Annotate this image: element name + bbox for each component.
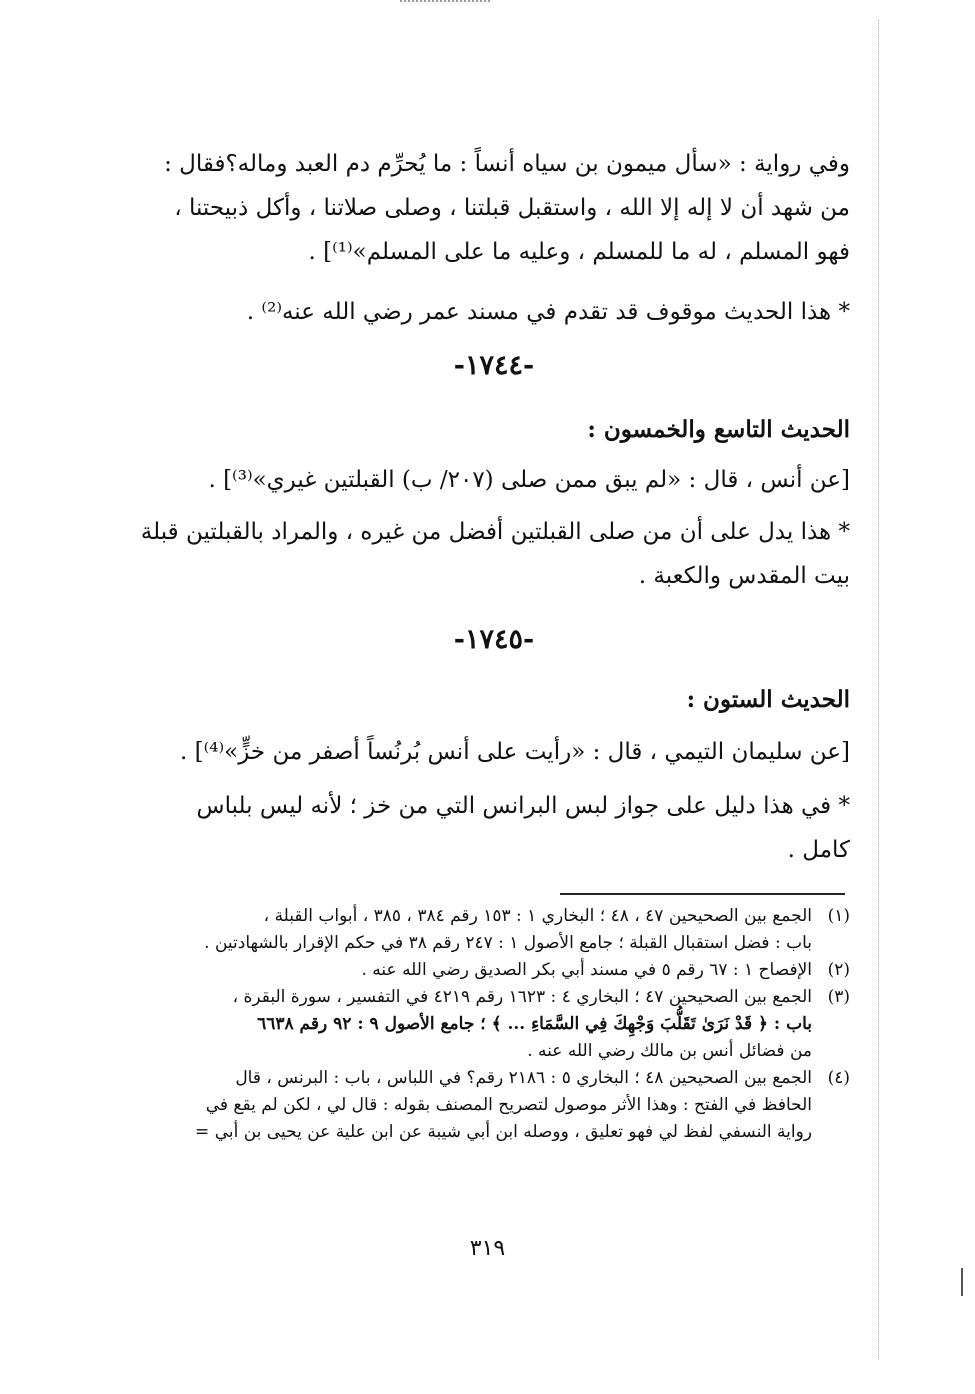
hadith-60 — [138, 678, 850, 872]
footnote-line: الجمع بين الصحيحين ٤٧ ، ٤٨ ؛ البخاري ١ : ١٥٣ رقم ٣٨٤ ، ٣٨٥ ، أبواب القبلة ، — [263, 906, 812, 926]
footnote-2 — [136, 957, 850, 984]
footnote-4 — [136, 1065, 850, 1146]
comment-line: * هذا يدل على أن من صلى القبلتين أفضل من غيره ، والمراد بالقبلتين قبلة — [140, 519, 850, 545]
page-number: ٣١٩ — [469, 1236, 506, 1261]
footnote-line: من فضائل أنس بن مالك رضي الله عنه . — [527, 1041, 812, 1061]
edge-mark — [961, 1268, 963, 1296]
footnote-line: باب : فضل استقبال القبلة ؛ جامع الأصول ١ : ٢٤٧ رقم ٣٨ في حكم الإقرار بالشهادتين . — [204, 933, 812, 953]
footnote-line: باب : ﴿ قَدْ نَرَىٰ تَقَلُّبَ وَجْهِكَ فِي السَّمَاءِ ... ﴾ ؛ جامع الأصول ٩ : ٩٢ رقم ٦٦٣٨ — [257, 1014, 812, 1034]
hadith-number-1744: -١٧٤٤- — [453, 350, 535, 381]
paragraph-line: من شهد أن لا إله إلا الله ، واستقبل قبلتنا ، وصلى صلاتنا ، وأكل ذبيحتنا ، — [174, 195, 850, 221]
footnote-1 — [136, 903, 850, 957]
comment-line: * في هذا دليل على جواز لبس البرانس التي من خز ؛ لأنه ليس بلباس — [196, 793, 850, 819]
footnote-line: الجمع بين الصحيحين ٤٧ ؛ البخاري ٤ : ١٦٢٣ رقم ٤٢١٩ في التفسير ، سورة البقرة ، — [232, 987, 812, 1007]
note-line: * هذا الحديث موقوف قد تقدم في مسند عمر رضي الله عنه⁽²⁾ . — [246, 299, 850, 325]
footnote-line: الجمع بين الصحيحين ٤٨ ؛ البخاري ٥ : ٢١٨٦ رقم؟ في اللباس ، باب : البرنس ، قال — [235, 1068, 812, 1088]
footnotes — [136, 903, 850, 1146]
footnote-line: رواية النسفي لفظ لي فهو تعليق ، ووصله ابن أبي شيبة عن ابن علية عن يحيى بن أبي = — [195, 1122, 812, 1142]
footnote-number: (١) — [827, 906, 850, 926]
note-mawquf — [138, 290, 850, 334]
footnote-3 — [136, 984, 850, 1065]
hadith-title: الحديث التاسع والخمسون : — [587, 416, 850, 443]
hadith-title: الحديث الستون : — [686, 686, 850, 713]
hadith-text: [عن سليمان التيمي ، قال : «رأيت على أنس بُرنُساً أصفر من خزٍّ»⁽⁴⁾] . — [180, 739, 850, 765]
hadith-number-1745: -١٧٤٥- — [453, 624, 535, 655]
paragraph-line: فهو المسلم ، له ما للمسلم ، وعليه ما على المسلم»⁽¹⁾] . — [308, 239, 850, 265]
footnote-number: (٣) — [827, 987, 850, 1007]
comment-line: كامل . — [787, 837, 850, 863]
footnote-divider — [560, 893, 845, 895]
hadith-59 — [138, 408, 850, 598]
footnote-number: (٢) — [827, 960, 850, 980]
footnote-line: الحافظ في الفتح : وهذا الأثر موصول لتصريح المصنف بقوله : قال لي ، لكن لم يقع في — [205, 1095, 812, 1115]
footnote-line: الإفصاح ١ : ٦٧ رقم ٥ في مسند أبي بكر الصديق رضي الله عنه . — [361, 960, 812, 980]
margin-dotted-line — [878, 20, 879, 1360]
comment-line: بيت المقدس والكعبة . — [638, 563, 850, 589]
hadith-text: [عن أنس ، قال : «لم يبق ممن صلى (٢٠٧/ ب) القبلتين غيري»⁽³⁾] . — [208, 467, 850, 493]
footnote-number: (٤) — [827, 1068, 850, 1088]
paragraph-line: وفي رواية : «سأل ميمون بن سياه أنساً : ما يُحرِّم دم العبد وماله؟فقال : — [164, 151, 850, 177]
paragraph-riwaya — [138, 142, 850, 274]
top-edge-mark — [400, 0, 490, 6]
